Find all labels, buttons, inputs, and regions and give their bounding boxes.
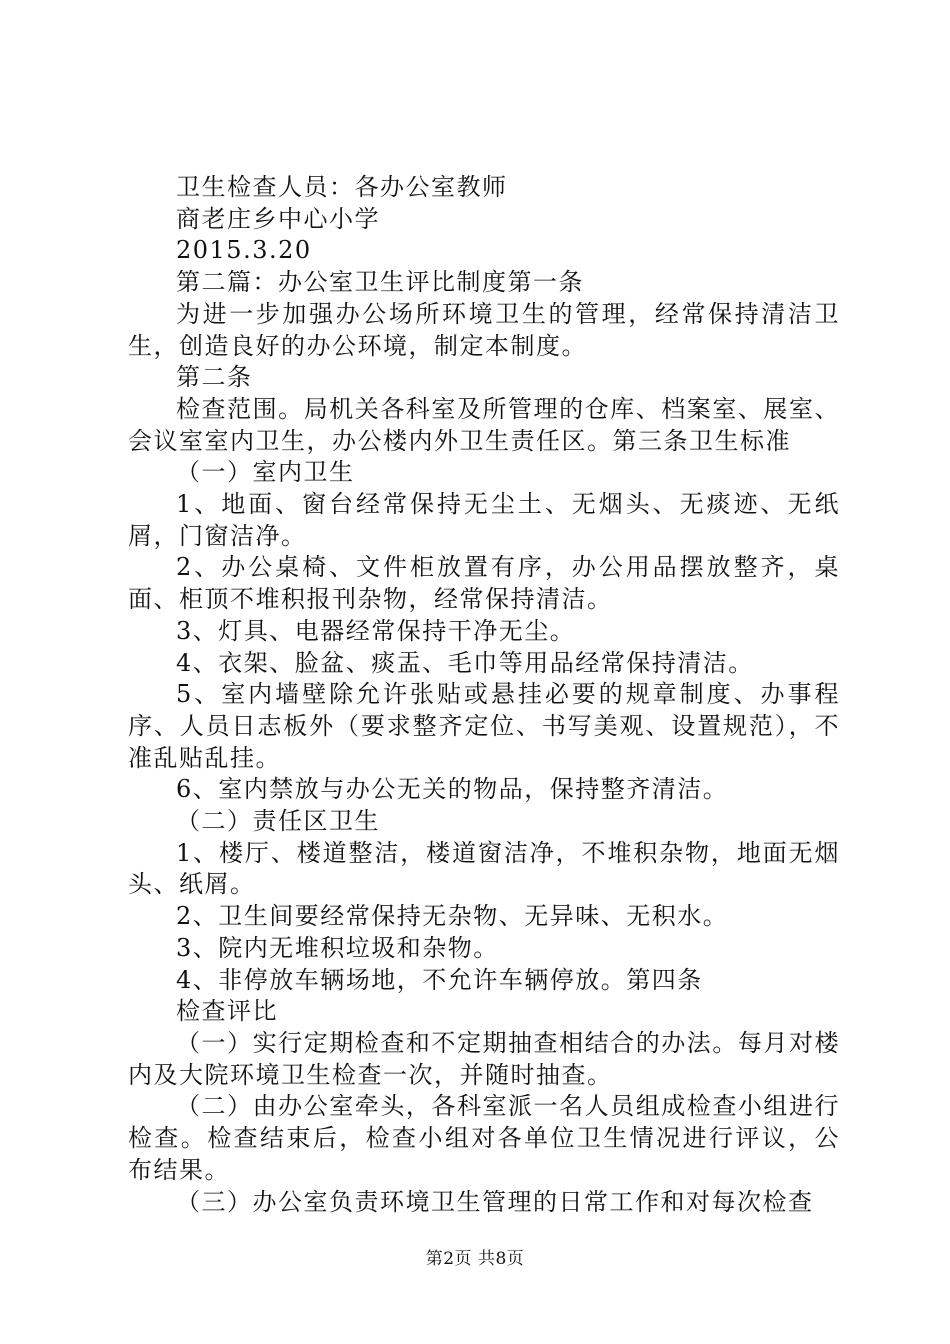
paragraph-evaluation-item-2: （二）由办公室牵头，各科室派一名人员组成检查小组进行检查。检查结束后，检查小组对各单位卫生情况进行评议，公布结果。	[128, 1092, 840, 1184]
paragraph-zone-heading: （二）责任区卫生	[176, 807, 380, 836]
paragraph-article-two: 第二条	[176, 363, 253, 392]
paragraph-indoor-item-1: 1、地面、窗台经常保持无尘土、无烟头、无痰迹、无纸屑，门窗洁净。	[128, 490, 840, 550]
page-footer	[0, 1244, 950, 1269]
paragraph-zone-item-4: 4、非停放车辆场地，不允许车辆停放。第四条	[176, 965, 703, 994]
paragraph-evaluation-item-1: （一）实行定期检查和不定期抽查相结合的办法。每月对楼内及大院环境卫生检查一次，并随时抽查。	[128, 1028, 840, 1089]
paragraph-indoor-item-3: 3、灯具、电器经常保持干净无尘。	[176, 616, 576, 645]
paragraph-section-title: 第二篇：办公室卫生评比制度第一条	[176, 268, 584, 297]
document-body	[128, 172, 840, 1218]
paragraph-evaluation-item-3: （三）办公室负责环境卫生管理的日常工作和对每次检查	[176, 1187, 814, 1216]
page-number-label: 第2页 共8页	[425, 1249, 525, 1269]
paragraph-purpose: 为进一步加强办公场所环境卫生的管理，经常保持清洁卫生，创造良好的办公环境，制定本制度。	[128, 299, 840, 360]
paragraph-zone-item-2: 2、卫生间要经常保持无杂物、无异味、无积水。	[176, 902, 729, 931]
paragraph-date: 2015.3.20	[176, 236, 312, 265]
paragraph-zone-item-1: 1、楼厅、楼道整洁，楼道窗洁净，不堆积杂物，地面无烟头、纸屑。	[128, 838, 840, 899]
paragraph-indoor-heading: （一）室内卫生	[176, 458, 355, 487]
paragraph-evaluation-heading: 检查评比	[176, 997, 278, 1026]
paragraph-inspectors: 卫生检查人员：各办公室教师	[176, 173, 508, 201]
paragraph-indoor-item-5: 5、室内墙壁除允许张贴或悬挂必要的规章制度、办事程序、人员日志板外（要求整齐定位、书写美观、设置规范），不准乱贴乱挂。	[128, 680, 840, 772]
paragraph-zone-item-3: 3、院内无堆积垃圾和杂物。	[176, 933, 499, 962]
paragraph-school-name: 商老庄乡中心小学	[176, 204, 380, 233]
paragraph-indoor-item-4: 4、衣架、脸盆、痰盂、毛巾等用品经常保持清洁。	[176, 648, 754, 677]
paragraph-scope: 检查范围。局机关各科室及所管理的仓库、档案室、展室、会议室室内卫生，办公楼内外卫生责任区。第三条卫生标准	[128, 394, 840, 455]
paragraph-indoor-item-2: 2、办公桌椅、文件柜放置有序，办公用品摆放整齐，桌面、柜顶不堆积报刊杂物，经常保持清洁。	[128, 553, 840, 614]
paragraph-indoor-item-6: 6、室内禁放与办公无关的物品，保持整齐清洁。	[176, 775, 729, 804]
